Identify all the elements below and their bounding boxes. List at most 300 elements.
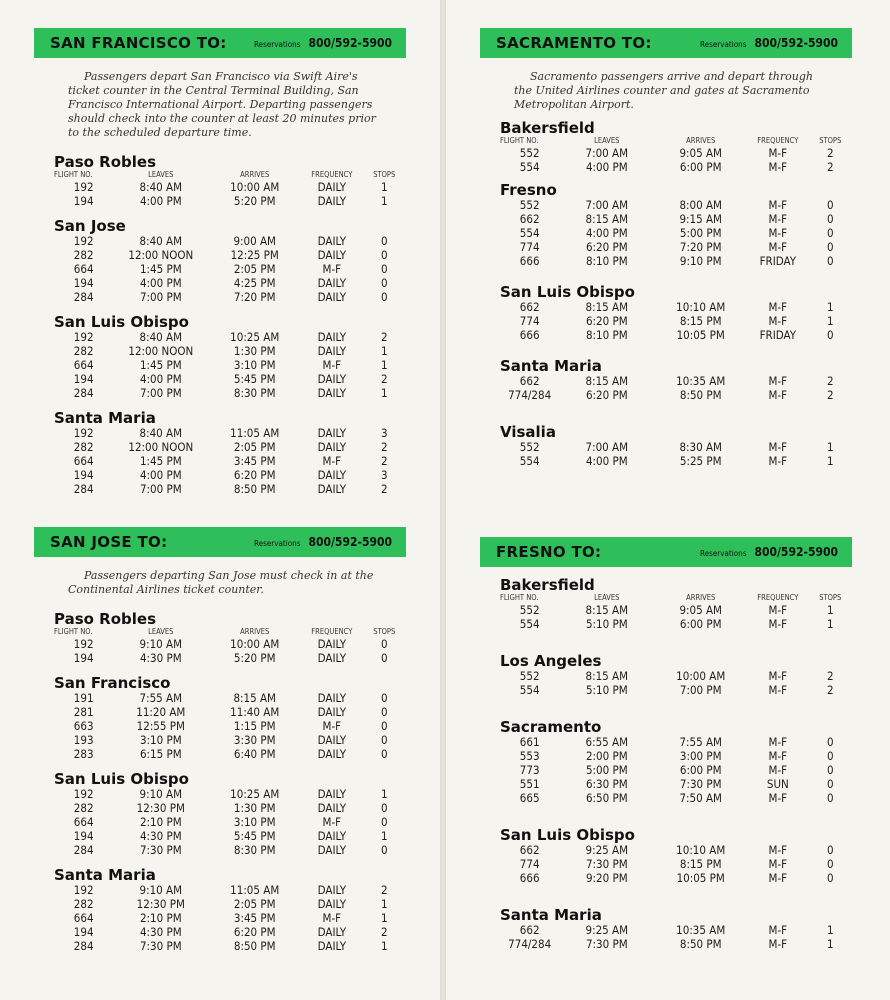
- destination-block: [34, 218, 406, 304]
- table-header: [54, 170, 406, 180]
- stops-cell: 0: [380, 815, 388, 829]
- arrives-cell: 8:15 PM: [679, 857, 722, 871]
- arrives-cell: 7:20 PM: [233, 290, 276, 304]
- header-leaves: LEAVES: [594, 593, 620, 602]
- leaves-cell: 1:45 PM: [139, 262, 182, 276]
- arrives-cell: 8:15 PM: [679, 314, 722, 328]
- frequency-cell: M-F: [768, 735, 788, 749]
- frequency-cell: DAILY: [317, 248, 347, 262]
- frequency-cell: M-F: [322, 719, 342, 733]
- arrives-cell: 3:10 PM: [233, 358, 276, 372]
- leaves-cell: 6:30 PM: [585, 777, 628, 791]
- destination-block: [480, 120, 852, 174]
- destination-block: [480, 827, 852, 885]
- flight-no-cell: 282: [73, 248, 94, 262]
- frequency-cell: DAILY: [317, 747, 347, 761]
- flight-no-cell: 282: [73, 440, 94, 454]
- leaves-cell: 12:00 NOON: [128, 344, 194, 358]
- flight-row: [500, 683, 852, 697]
- stops-cell: 0: [826, 749, 834, 763]
- header-flight-no: FLIGHT NO.: [54, 170, 93, 179]
- arrives-cell: 11:05 AM: [230, 426, 280, 440]
- flight-no-cell: 662: [519, 212, 540, 226]
- stops-cell: 0: [826, 328, 834, 342]
- flight-row: [54, 386, 406, 400]
- arrives-cell: 9:00 AM: [233, 234, 276, 248]
- arrives-cell: 5:20 PM: [233, 194, 276, 208]
- flight-row: [54, 344, 406, 358]
- flight-no-cell: 551: [519, 777, 540, 791]
- stops-cell: 3: [380, 468, 388, 482]
- arrives-cell: 3:45 PM: [233, 454, 276, 468]
- flight-row: [54, 426, 406, 440]
- frequency-cell: M-F: [768, 388, 788, 402]
- stops-cell: 0: [826, 735, 834, 749]
- arrives-cell: 8:50 PM: [679, 388, 722, 402]
- frequency-cell: DAILY: [317, 482, 347, 496]
- arrives-cell: 2:05 PM: [233, 897, 276, 911]
- section-intro: Passengers departing San Jose must check in at the Continental Airlines ticket counter.: [68, 569, 374, 596]
- reservations-label: Reservations: [700, 549, 747, 558]
- destination-name: Santa Maria: [500, 906, 602, 924]
- flight-no-cell: 554: [519, 454, 540, 468]
- arrives-cell: 8:50 PM: [233, 939, 276, 953]
- arrives-cell: 5:45 PM: [233, 829, 276, 843]
- leaves-cell: 7:30 PM: [139, 939, 182, 953]
- reservations-phone: 800/592-5900: [308, 535, 392, 549]
- flight-row: [54, 733, 406, 747]
- flight-no-cell: 774/284: [508, 388, 552, 402]
- leaves-cell: 4:00 PM: [585, 160, 628, 174]
- reservations-phone: 800/592-5900: [754, 36, 838, 50]
- leaves-cell: 4:00 PM: [585, 226, 628, 240]
- flight-no-cell: 193: [73, 733, 94, 747]
- flight-no-cell: 282: [73, 801, 94, 815]
- flight-no-cell: 662: [519, 300, 540, 314]
- destination-name: Paso Robles: [54, 153, 157, 171]
- arrives-cell: 7:20 PM: [679, 240, 722, 254]
- flight-row: [54, 911, 406, 925]
- destination-block: [34, 314, 406, 400]
- flight-no-cell: 282: [73, 897, 94, 911]
- stops-cell: 2: [826, 374, 834, 388]
- section-banner: [34, 28, 406, 58]
- arrives-cell: 6:00 PM: [679, 763, 722, 777]
- flight-row: [54, 883, 406, 897]
- leaves-cell: 8:15 AM: [585, 300, 629, 314]
- frequency-cell: M-F: [322, 911, 342, 925]
- frequency-cell: M-F: [768, 440, 788, 454]
- frequency-cell: DAILY: [317, 440, 347, 454]
- flight-row: [54, 925, 406, 939]
- flight-row: [500, 226, 852, 240]
- frequency-cell: M-F: [768, 603, 788, 617]
- frequency-cell: DAILY: [317, 651, 347, 665]
- frequency-cell: M-F: [322, 358, 342, 372]
- flight-no-cell: 192: [73, 426, 94, 440]
- flight-no-cell: 552: [519, 198, 540, 212]
- flight-row: [500, 749, 852, 763]
- destination-block: [480, 653, 852, 697]
- leaves-cell: 2:10 PM: [139, 911, 182, 925]
- flight-row: [54, 705, 406, 719]
- flight-row: [500, 735, 852, 749]
- arrives-cell: 8:30 PM: [233, 386, 276, 400]
- arrives-cell: 10:10 AM: [676, 300, 726, 314]
- frequency-cell: SUN: [766, 777, 789, 791]
- frequency-cell: DAILY: [317, 276, 347, 290]
- stops-cell: 0: [826, 857, 834, 871]
- destination-block: [480, 577, 852, 631]
- frequency-cell: DAILY: [317, 705, 347, 719]
- leaves-cell: 9:10 AM: [139, 883, 183, 897]
- leaves-cell: 5:10 PM: [585, 617, 628, 631]
- destination-name: Santa Maria: [54, 866, 156, 884]
- flight-row: [500, 871, 852, 885]
- leaves-cell: 12:00 NOON: [128, 248, 194, 262]
- flight-no-cell: 192: [73, 180, 94, 194]
- stops-cell: 2: [826, 160, 834, 174]
- leaves-cell: 7:00 PM: [139, 386, 182, 400]
- flight-no-cell: 666: [519, 328, 540, 342]
- flight-row: [500, 300, 852, 314]
- destination-name: Bakersfield: [500, 119, 595, 137]
- flight-row: [500, 454, 852, 468]
- arrives-cell: 9:05 AM: [679, 603, 722, 617]
- frequency-cell: M-F: [322, 262, 342, 276]
- leaves-cell: 7:30 PM: [139, 843, 182, 857]
- destination-name: San Francisco: [54, 674, 171, 692]
- flight-row: [54, 248, 406, 262]
- arrives-cell: 2:05 PM: [233, 262, 276, 276]
- arrives-cell: 10:35 AM: [676, 923, 726, 937]
- header-frequency: FREQUENCY: [311, 627, 353, 636]
- flight-no-cell: 664: [73, 454, 94, 468]
- frequency-cell: M-F: [322, 454, 342, 468]
- flight-no-cell: 284: [73, 939, 94, 953]
- flight-row: [54, 637, 406, 651]
- frequency-cell: M-F: [322, 815, 342, 829]
- stops-cell: 1: [826, 617, 834, 631]
- arrives-cell: 8:30 PM: [233, 843, 276, 857]
- leaves-cell: 4:00 PM: [139, 468, 182, 482]
- flight-no-cell: 554: [519, 617, 540, 631]
- flight-row: [500, 160, 852, 174]
- flight-no-cell: 665: [519, 791, 540, 805]
- stops-cell: 2: [380, 454, 388, 468]
- destination-name: Sacramento: [500, 718, 602, 736]
- frequency-cell: DAILY: [317, 843, 347, 857]
- stops-cell: 2: [380, 330, 388, 344]
- frequency-cell: DAILY: [317, 829, 347, 843]
- frequency-cell: DAILY: [317, 637, 347, 651]
- flight-row: [500, 328, 852, 342]
- flight-row: [500, 146, 852, 160]
- stops-cell: 0: [826, 791, 834, 805]
- arrives-cell: 6:20 PM: [233, 925, 276, 939]
- flight-row: [500, 314, 852, 328]
- destination-name: San Luis Obispo: [54, 313, 189, 331]
- destination-block: [480, 358, 852, 402]
- reservations-label: Reservations: [254, 539, 301, 548]
- stops-cell: 0: [380, 747, 388, 761]
- flight-row: [500, 791, 852, 805]
- flight-no-cell: 774/284: [508, 937, 552, 951]
- stops-cell: 1: [826, 937, 834, 951]
- arrives-cell: 6:00 PM: [679, 160, 722, 174]
- leaves-cell: 6:55 AM: [585, 735, 629, 749]
- leaves-cell: 5:00 PM: [585, 763, 628, 777]
- section-title: FRESNO TO:: [496, 543, 602, 561]
- flight-row: [500, 374, 852, 388]
- header-stops: STOPS: [819, 593, 842, 602]
- header-frequency: FREQUENCY: [757, 136, 799, 145]
- frequency-cell: DAILY: [317, 801, 347, 815]
- leaves-cell: 4:00 PM: [139, 372, 182, 386]
- table-header: [500, 593, 852, 603]
- destination-name: San Luis Obispo: [500, 826, 635, 844]
- arrives-cell: 8:50 PM: [233, 482, 276, 496]
- flight-no-cell: 191: [73, 691, 94, 705]
- flight-no-cell: 664: [73, 358, 94, 372]
- frequency-cell: M-F: [768, 791, 788, 805]
- frequency-cell: DAILY: [317, 691, 347, 705]
- leaves-cell: 6:50 PM: [585, 791, 628, 805]
- stops-cell: 0: [826, 254, 834, 268]
- section-banner: [480, 537, 852, 567]
- flight-row: [500, 937, 852, 951]
- leaves-cell: 8:40 AM: [139, 426, 183, 440]
- leaves-cell: 4:30 PM: [139, 925, 182, 939]
- header-flight-no: FLIGHT NO.: [500, 136, 539, 145]
- frequency-cell: M-F: [768, 937, 788, 951]
- destination-block: [34, 154, 406, 208]
- header-stops: STOPS: [373, 170, 396, 179]
- stops-cell: 1: [380, 180, 388, 194]
- flight-row: [54, 651, 406, 665]
- leaves-cell: 2:10 PM: [139, 815, 182, 829]
- section-banner: [480, 28, 852, 58]
- leaves-cell: 8:15 AM: [585, 212, 629, 226]
- destination-name: Paso Robles: [54, 610, 157, 628]
- leaves-cell: 11:20 AM: [136, 705, 186, 719]
- arrives-cell: 9:05 AM: [679, 146, 722, 160]
- leaves-cell: 7:00 PM: [139, 482, 182, 496]
- arrives-cell: 8:30 AM: [679, 440, 722, 454]
- frequency-cell: M-F: [768, 300, 788, 314]
- stops-cell: 0: [826, 240, 834, 254]
- flight-row: [54, 939, 406, 953]
- flight-no-cell: 194: [73, 468, 94, 482]
- arrives-cell: 5:20 PM: [233, 651, 276, 665]
- flight-row: [500, 198, 852, 212]
- stops-cell: 3: [380, 426, 388, 440]
- header-arrives: ARRIVES: [240, 170, 270, 179]
- section-title: SAN FRANCISCO TO:: [50, 34, 227, 52]
- reservations-info: [254, 535, 392, 549]
- leaves-cell: 12:55 PM: [136, 719, 185, 733]
- flight-no-cell: 194: [73, 829, 94, 843]
- frequency-cell: M-F: [768, 617, 788, 631]
- flight-row: [54, 234, 406, 248]
- flight-no-cell: 661: [519, 735, 540, 749]
- frequency-cell: M-F: [768, 683, 788, 697]
- frequency-cell: DAILY: [317, 386, 347, 400]
- flight-no-cell: 662: [519, 923, 540, 937]
- frequency-cell: DAILY: [317, 426, 347, 440]
- destination-block: [480, 284, 852, 342]
- section-san-jose: [34, 527, 406, 953]
- leaves-cell: 12:30 PM: [136, 897, 185, 911]
- flight-no-cell: 554: [519, 160, 540, 174]
- flight-no-cell: 192: [73, 234, 94, 248]
- frequency-cell: DAILY: [317, 883, 347, 897]
- arrives-cell: 7:30 PM: [679, 777, 722, 791]
- arrives-cell: 6:40 PM: [233, 747, 276, 761]
- stops-cell: 1: [826, 300, 834, 314]
- reservations-info: [254, 36, 392, 50]
- flight-row: [54, 262, 406, 276]
- stops-cell: 0: [380, 801, 388, 815]
- header-frequency: FREQUENCY: [757, 593, 799, 602]
- frequency-cell: M-F: [768, 923, 788, 937]
- flight-row: [500, 763, 852, 777]
- flight-no-cell: 192: [73, 787, 94, 801]
- arrives-cell: 5:25 PM: [679, 454, 722, 468]
- arrives-cell: 1:30 PM: [233, 344, 276, 358]
- frequency-cell: M-F: [768, 240, 788, 254]
- arrives-cell: 4:25 PM: [233, 276, 276, 290]
- flight-row: [500, 212, 852, 226]
- flight-no-cell: 552: [519, 603, 540, 617]
- flight-row: [54, 194, 406, 208]
- frequency-cell: M-F: [768, 160, 788, 174]
- stops-cell: 1: [380, 911, 388, 925]
- flight-no-cell: 774: [519, 857, 540, 871]
- flight-no-cell: 553: [519, 749, 540, 763]
- frequency-cell: DAILY: [317, 330, 347, 344]
- leaves-cell: 6:20 PM: [585, 314, 628, 328]
- arrives-cell: 10:35 AM: [676, 374, 726, 388]
- flight-row: [500, 617, 852, 631]
- arrives-cell: 3:45 PM: [233, 911, 276, 925]
- flight-no-cell: 773: [519, 763, 540, 777]
- leaves-cell: 8:40 AM: [139, 234, 183, 248]
- stops-cell: 1: [826, 603, 834, 617]
- section-title: SAN JOSE TO:: [50, 533, 168, 551]
- flight-no-cell: 283: [73, 747, 94, 761]
- stops-cell: 2: [826, 683, 834, 697]
- destination-block: [480, 719, 852, 805]
- flight-row: [54, 843, 406, 857]
- stops-cell: 2: [380, 440, 388, 454]
- leaves-cell: 7:00 AM: [585, 440, 629, 454]
- flight-row: [500, 669, 852, 683]
- arrives-cell: 5:00 PM: [679, 226, 722, 240]
- flight-no-cell: 281: [73, 705, 94, 719]
- arrives-cell: 12:25 PM: [230, 248, 279, 262]
- reservations-label: Reservations: [700, 40, 747, 49]
- stops-cell: 2: [380, 925, 388, 939]
- stops-cell: 0: [826, 212, 834, 226]
- leaves-cell: 9:25 AM: [585, 843, 629, 857]
- leaves-cell: 2:00 PM: [585, 749, 628, 763]
- frequency-cell: DAILY: [317, 344, 347, 358]
- leaves-cell: 4:00 PM: [585, 454, 628, 468]
- flight-no-cell: 664: [73, 911, 94, 925]
- flight-no-cell: 666: [519, 871, 540, 885]
- section-san-francisco: [34, 28, 406, 496]
- flight-row: [54, 454, 406, 468]
- flight-no-cell: 284: [73, 482, 94, 496]
- destination-block: [34, 611, 406, 665]
- stops-cell: 1: [826, 314, 834, 328]
- header-stops: STOPS: [819, 136, 842, 145]
- flight-no-cell: 662: [519, 843, 540, 857]
- leaves-cell: 6:20 PM: [585, 240, 628, 254]
- frequency-cell: M-F: [768, 857, 788, 871]
- frequency-cell: DAILY: [317, 290, 347, 304]
- flight-no-cell: 664: [73, 815, 94, 829]
- stops-cell: 2: [380, 372, 388, 386]
- leaves-cell: 12:00 NOON: [128, 440, 194, 454]
- destination-name: Santa Maria: [54, 409, 156, 427]
- arrives-cell: 10:00 AM: [676, 669, 726, 683]
- destination-name: San Luis Obispo: [54, 770, 189, 788]
- frequency-cell: M-F: [768, 763, 788, 777]
- destination-block: [480, 907, 852, 951]
- leaves-cell: 1:45 PM: [139, 454, 182, 468]
- section-title: SACRAMENTO TO:: [496, 34, 652, 52]
- arrives-cell: 8:00 AM: [679, 198, 722, 212]
- stops-cell: 1: [826, 440, 834, 454]
- flight-no-cell: 666: [519, 254, 540, 268]
- leaves-cell: 4:30 PM: [139, 651, 182, 665]
- flight-no-cell: 552: [519, 440, 540, 454]
- stops-cell: 1: [380, 344, 388, 358]
- section-fresno: [480, 537, 852, 951]
- flight-row: [54, 330, 406, 344]
- frequency-cell: DAILY: [317, 372, 347, 386]
- flight-no-cell: 194: [73, 651, 94, 665]
- reservations-phone: 800/592-5900: [754, 545, 838, 559]
- flight-no-cell: 554: [519, 226, 540, 240]
- stops-cell: 1: [380, 358, 388, 372]
- frequency-cell: DAILY: [317, 897, 347, 911]
- destination-name: Los Angeles: [500, 652, 602, 670]
- flight-row: [54, 482, 406, 496]
- arrives-cell: 10:10 AM: [676, 843, 726, 857]
- stops-cell: 0: [826, 871, 834, 885]
- leaves-cell: 7:00 PM: [139, 290, 182, 304]
- frequency-cell: M-F: [768, 212, 788, 226]
- arrives-cell: 6:00 PM: [679, 617, 722, 631]
- arrives-cell: 10:05 PM: [676, 328, 725, 342]
- stops-cell: 2: [380, 883, 388, 897]
- flight-row: [500, 857, 852, 871]
- stops-cell: 1: [380, 829, 388, 843]
- header-leaves: LEAVES: [148, 627, 174, 636]
- flight-row: [500, 777, 852, 791]
- leaves-cell: 8:10 PM: [585, 328, 628, 342]
- flight-row: [54, 180, 406, 194]
- stops-cell: 0: [826, 777, 834, 791]
- flight-no-cell: 664: [73, 262, 94, 276]
- stops-cell: 1: [826, 454, 834, 468]
- reservations-info: [700, 545, 838, 559]
- arrives-cell: 11:40 AM: [230, 705, 280, 719]
- section-sacramento: [480, 28, 852, 468]
